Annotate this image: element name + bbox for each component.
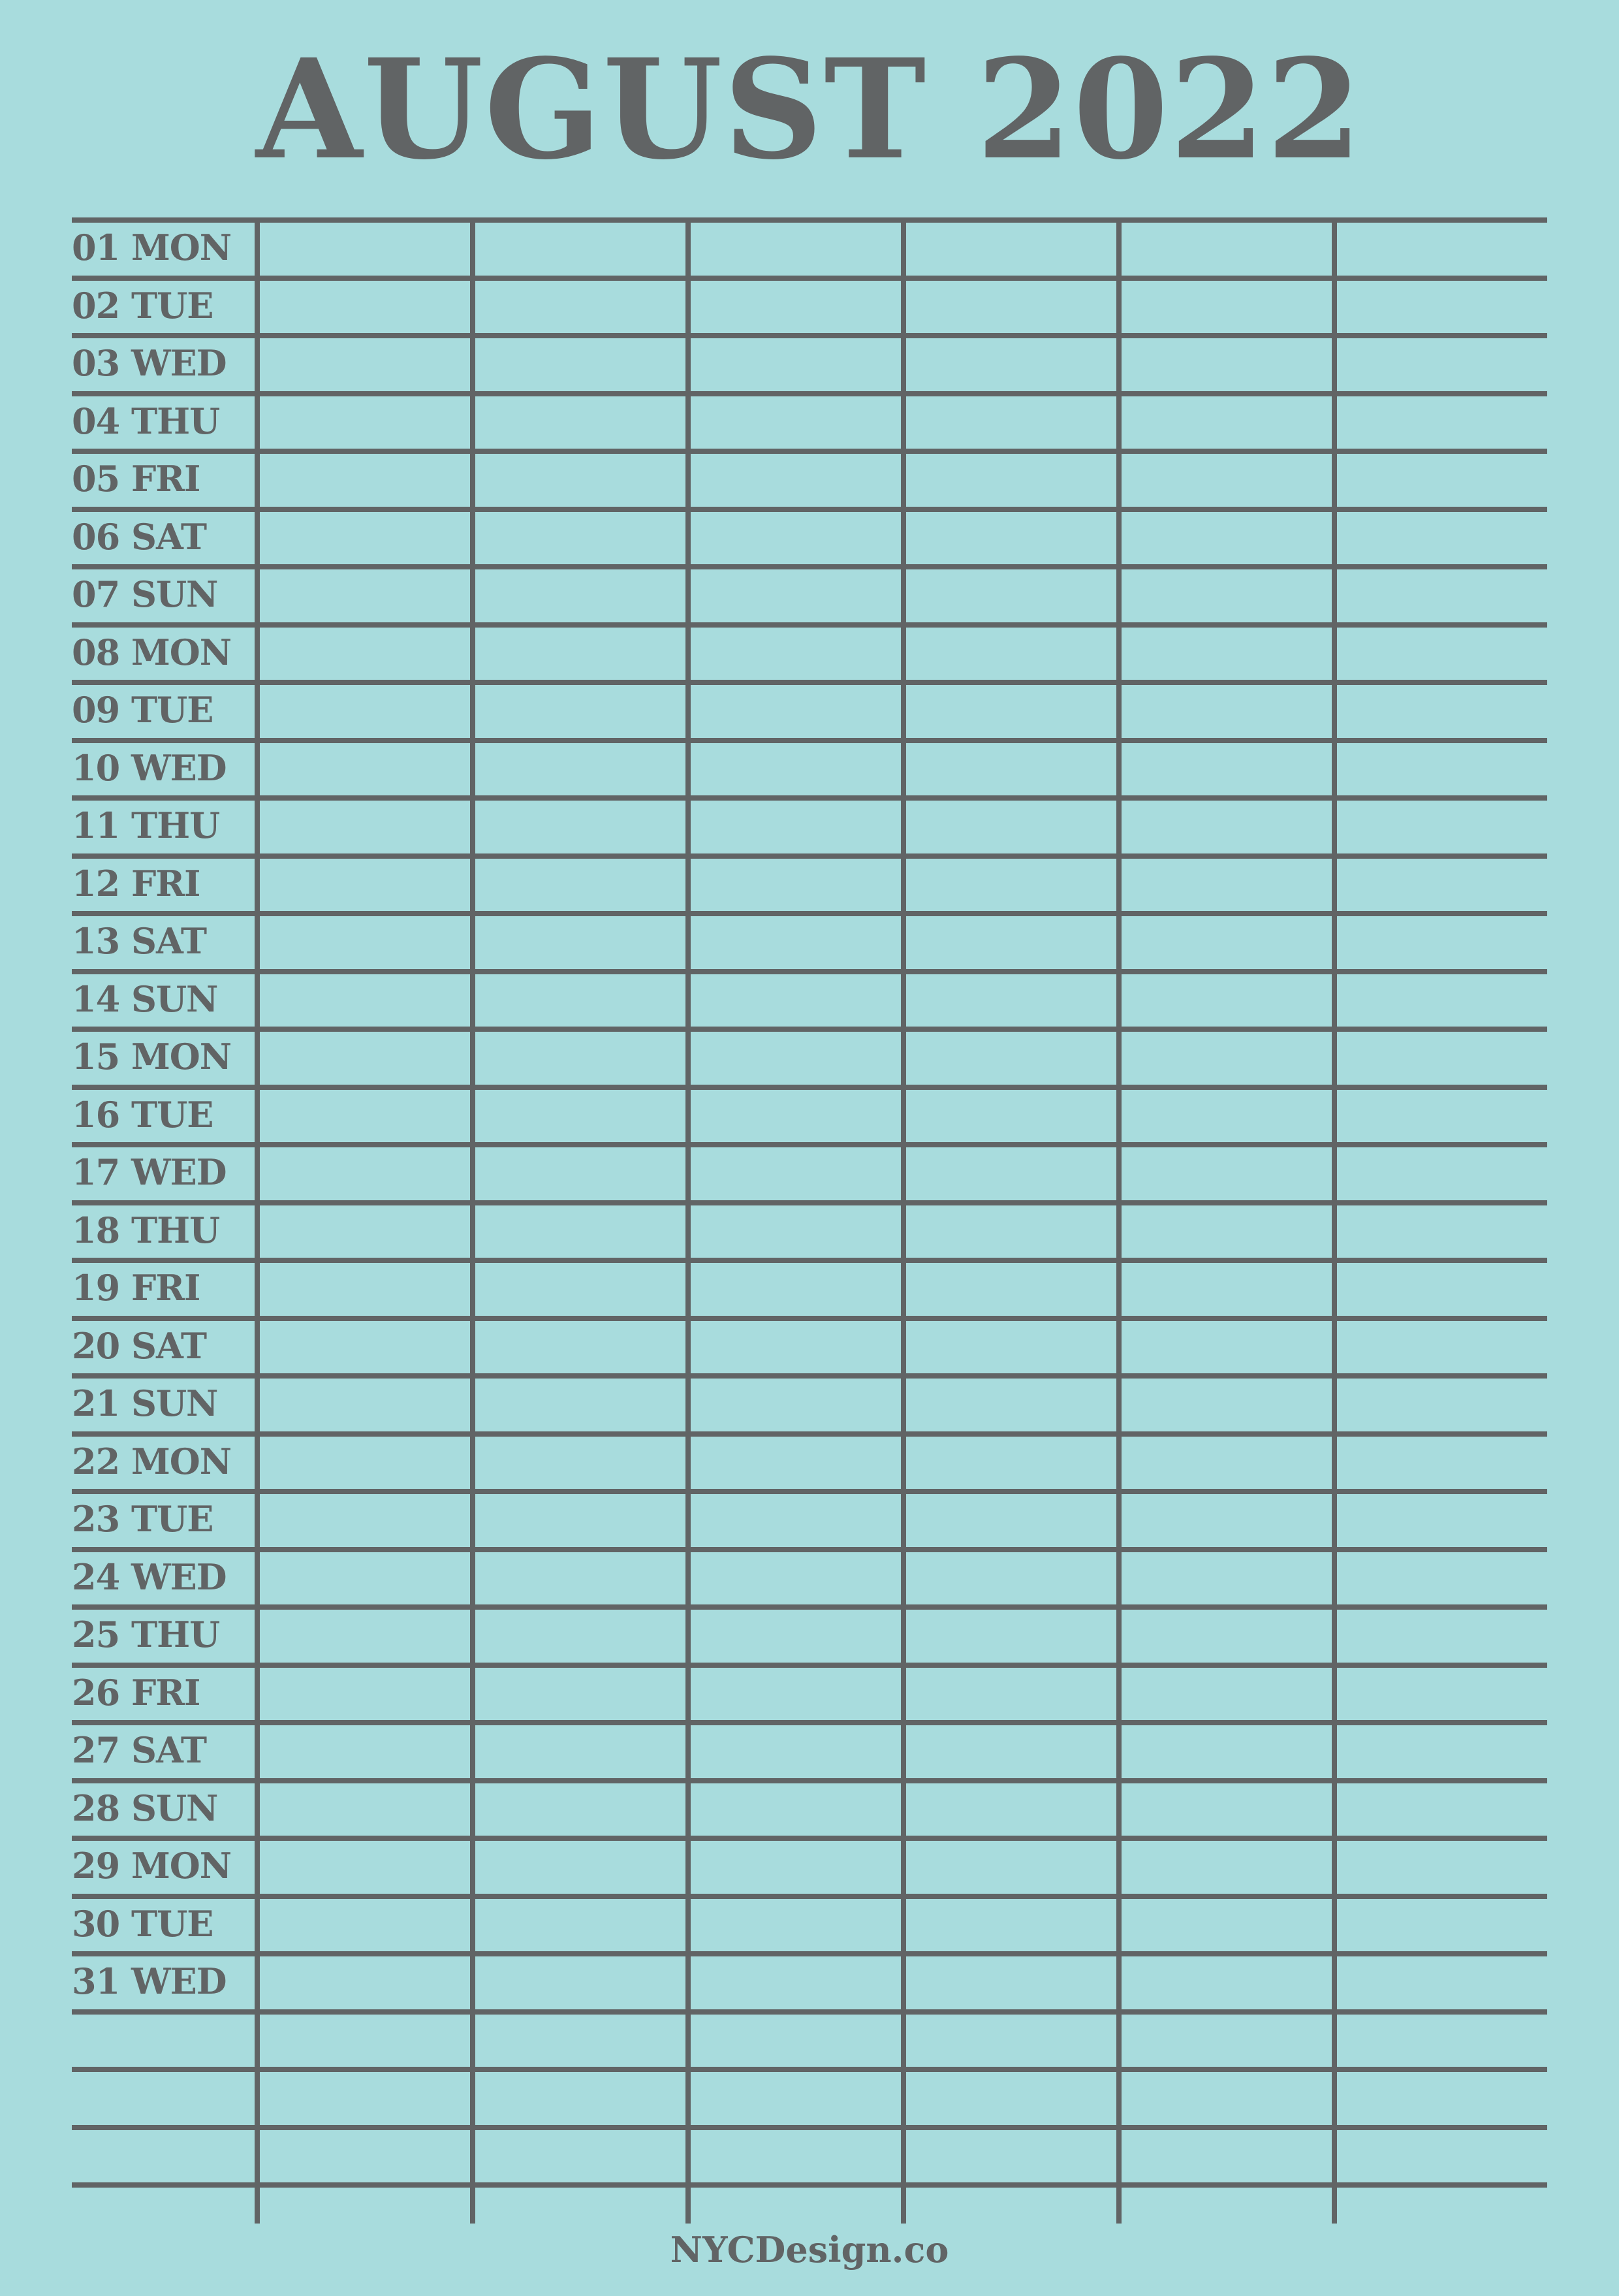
day-label: 09 TUE [72, 689, 213, 731]
day-label: 06 SAT [72, 516, 207, 558]
row-divider [72, 2182, 1547, 2188]
row-divider [72, 1778, 1547, 1783]
row-divider [72, 1894, 1547, 1899]
page-title: AUGUST 2022 [255, 29, 1364, 190]
row-divider [72, 1200, 1547, 1205]
day-label: 10 WED [72, 747, 227, 789]
column-divider [1332, 217, 1337, 2224]
row-divider [72, 911, 1547, 916]
day-label: 07 SUN [72, 573, 218, 615]
day-label: 26 FRI [72, 1672, 200, 1714]
row-divider [72, 622, 1547, 628]
day-label: 27 SAT [72, 1729, 207, 1771]
row-divider [72, 680, 1547, 685]
row-divider [72, 795, 1547, 801]
row-divider [72, 564, 1547, 569]
day-label: 17 WED [72, 1151, 227, 1193]
day-label: 31 WED [72, 1960, 227, 2002]
day-label: 15 MON [72, 1036, 232, 1077]
day-label: 12 FRI [72, 863, 200, 904]
row-divider [72, 276, 1547, 281]
day-label: 25 THU [72, 1614, 220, 1655]
row-divider [72, 1142, 1547, 1147]
day-label: 04 THU [72, 400, 220, 442]
column-divider [685, 217, 691, 2224]
row-divider [72, 217, 1547, 223]
row-divider [72, 1951, 1547, 1956]
day-label: 02 TUE [72, 285, 213, 327]
day-label: 13 SAT [72, 920, 207, 962]
row-divider [72, 1373, 1547, 1379]
day-label: 30 TUE [72, 1903, 213, 1945]
day-label: 20 SAT [72, 1325, 207, 1367]
day-label: 03 WED [72, 342, 227, 384]
row-divider [72, 1720, 1547, 1725]
row-divider [72, 1431, 1547, 1437]
column-divider [255, 217, 260, 2224]
row-divider [72, 1085, 1547, 1090]
row-divider [72, 2067, 1547, 2072]
day-label: 05 FRI [72, 458, 200, 500]
row-divider [72, 449, 1547, 454]
day-label: 14 SUN [72, 978, 218, 1020]
day-label: 28 SUN [72, 1787, 218, 1829]
footer-credit: NYCDesign.co [670, 2229, 949, 2271]
row-divider [72, 2009, 1547, 2015]
row-divider [72, 1547, 1547, 1552]
column-divider [1116, 217, 1122, 2224]
day-label: 08 MON [72, 631, 232, 673]
row-divider [72, 1316, 1547, 1321]
day-label: 11 THU [72, 805, 220, 846]
day-label: 24 WED [72, 1556, 227, 1598]
row-divider [72, 1258, 1547, 1263]
day-label: 01 MON [72, 227, 232, 268]
row-divider [72, 333, 1547, 338]
day-label: 22 MON [72, 1441, 232, 1482]
row-divider [72, 1027, 1547, 1032]
day-label: 29 MON [72, 1845, 232, 1887]
column-divider [901, 217, 906, 2224]
day-label: 21 SUN [72, 1382, 218, 1424]
row-divider [72, 853, 1547, 859]
day-label: 23 TUE [72, 1498, 213, 1540]
day-label: 19 FRI [72, 1267, 200, 1309]
row-divider [72, 969, 1547, 974]
day-label: 16 TUE [72, 1094, 213, 1136]
column-divider [470, 217, 475, 2224]
row-divider [72, 1836, 1547, 1841]
row-divider [72, 1604, 1547, 1610]
row-divider [72, 391, 1547, 396]
row-divider [72, 1489, 1547, 1494]
row-divider [72, 738, 1547, 743]
row-divider [72, 1663, 1547, 1668]
row-divider [72, 2125, 1547, 2130]
row-divider [72, 507, 1547, 512]
day-label: 18 THU [72, 1209, 220, 1251]
